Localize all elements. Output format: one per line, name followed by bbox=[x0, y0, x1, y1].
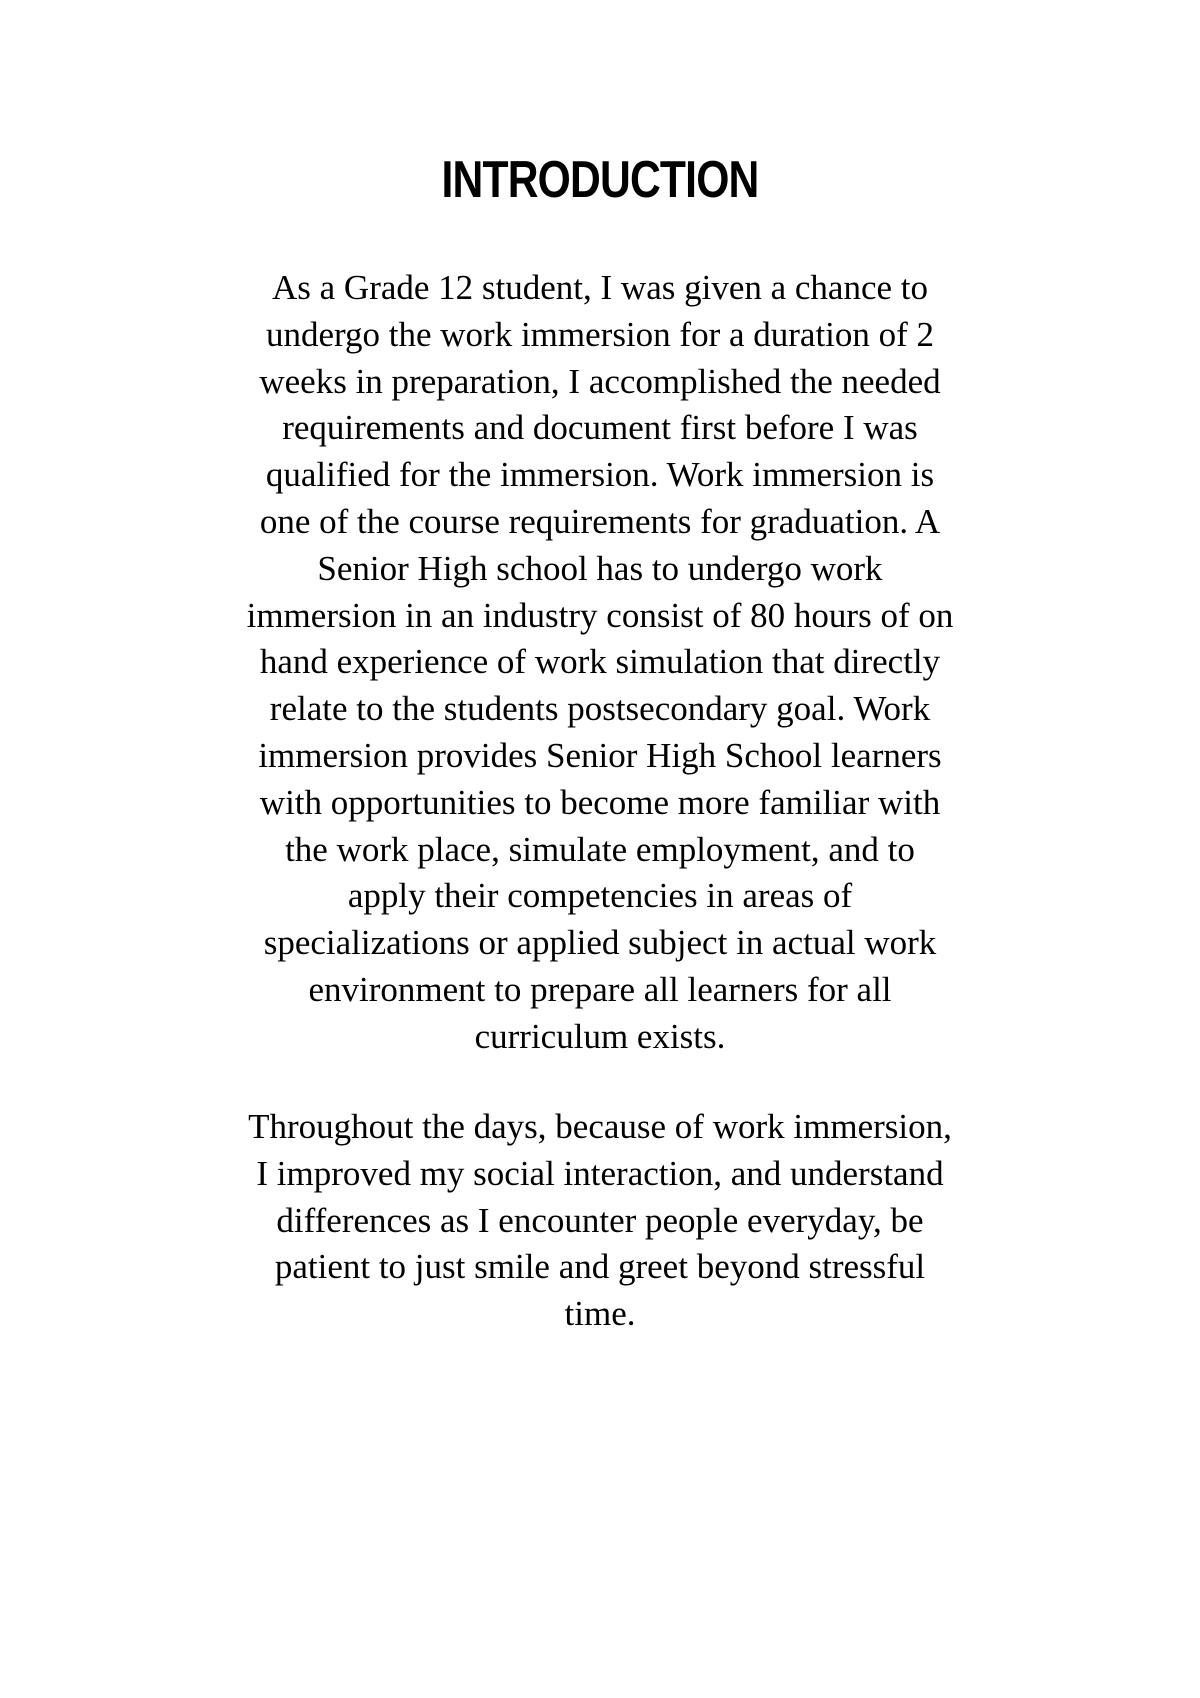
paragraph-line: requirements and document first before I was bbox=[282, 408, 918, 448]
paragraph-line: undergo the work immersion for a duration of 2 bbox=[265, 314, 935, 354]
paragraph-line: curriculum exists. bbox=[474, 1016, 726, 1056]
paragraph-line: weeks in preparation, I accomplished the needed bbox=[259, 361, 941, 401]
paragraph-line: apply their competencies in areas of bbox=[347, 876, 853, 916]
paragraph-line: hand experience of work simulation that directly bbox=[259, 642, 941, 682]
page-title: INTRODUCTION bbox=[441, 151, 759, 209]
paragraph-line: immersion in an industry consist of 80 hours of on bbox=[246, 595, 954, 635]
paragraph-line: Throughout the days, because of work immersion, bbox=[248, 1107, 952, 1146]
paragraph-line: Senior High school has to undergo work bbox=[317, 548, 883, 588]
paragraph-line: immersion provides Senior High School learners bbox=[258, 735, 942, 775]
paragraph-line: As a Grade 12 student, I was given a chance to bbox=[271, 268, 929, 307]
paragraph-line: qualified for the immersion. Work immersion is bbox=[265, 455, 935, 495]
paragraph-line: time. bbox=[564, 1294, 636, 1334]
paragraph-line: I improved my social interaction, and understand bbox=[256, 1153, 944, 1193]
paragraph-intro bbox=[150, 265, 1050, 1061]
paragraph-line: one of the course requirements for graduation. A bbox=[259, 501, 941, 541]
paragraph-line: with opportunities to become more familiar with bbox=[259, 782, 941, 822]
paragraph-line: specializations or applied subject in actual work bbox=[263, 923, 937, 963]
paragraph-reflection bbox=[150, 1104, 1050, 1338]
paragraph-line: environment to prepare all learners for all bbox=[308, 969, 892, 1009]
paragraph-line: the work place, simulate employment, and to bbox=[285, 829, 915, 869]
paragraph-line: patient to just smile and greet beyond stressful bbox=[274, 1247, 926, 1287]
paragraph-line: differences as I encounter people everyday, be bbox=[276, 1200, 924, 1240]
paragraph-line: relate to the students postsecondary goal. Work bbox=[269, 689, 931, 729]
